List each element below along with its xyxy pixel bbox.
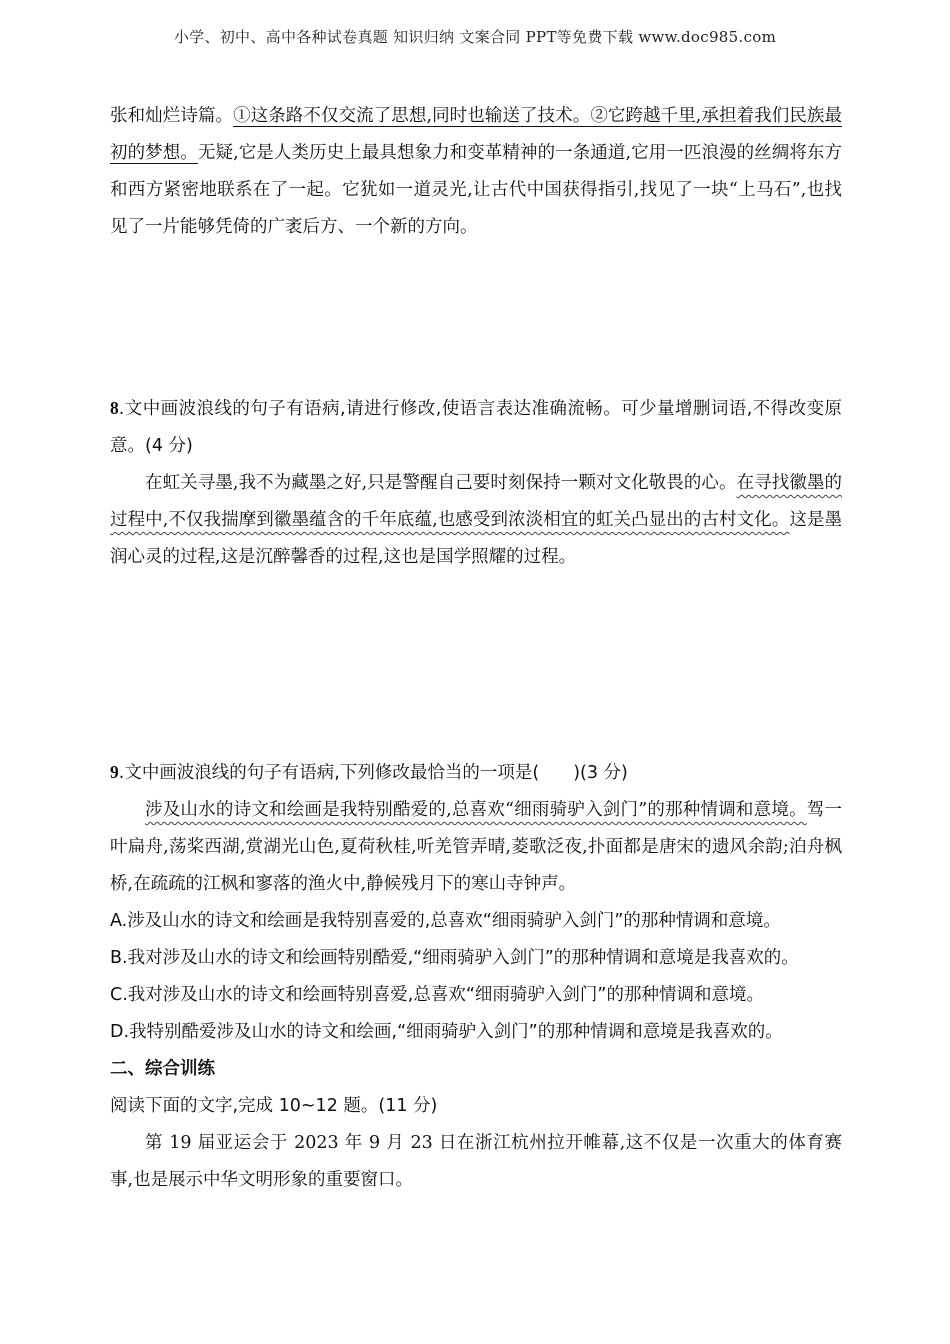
question-prompt-b: )(3 分) bbox=[573, 763, 628, 783]
section-instruction: 阅读下面的文字,完成 10~12 题。(11 分) bbox=[110, 1096, 438, 1116]
section-passage: 第 19 届亚运会于 2023 年 9 月 23 日在浙江杭州拉开帷幕,这不仅是一次重大的体育赛事,也是展示中华文明形象的重要窗口。 bbox=[110, 1133, 842, 1190]
q8-wavy-sentence: 在寻找徽墨的过程中,不仅我揣摩到徽墨蕴含的千年底蕴,也感受到浓淡相宜的虹关凸显出的古村文化。 bbox=[110, 473, 842, 530]
underlined-sentence-2a: ②它跨越千里,承担着我 bbox=[590, 106, 772, 126]
passage-lead: 张和灿烂诗篇。 bbox=[110, 106, 234, 126]
question-number: 8 bbox=[110, 398, 119, 418]
underlined-sentence-2b: 们民族最初的梦想。 bbox=[110, 106, 843, 163]
question-8 bbox=[110, 390, 842, 576]
option-c[interactable]: C.我对涉及山水的诗文和绘画特别喜爱,总喜欢“细雨骑驴入剑门”的那种情调和意境。 bbox=[110, 985, 764, 1005]
underlined-sentence-1: ①这条路不仅交流了思想,同时也输送了技术。 bbox=[233, 106, 591, 126]
question-9 bbox=[110, 754, 842, 1199]
question-prompt-a: .文中画波浪线的句子有语病,下列修改最恰当的一项是( bbox=[118, 763, 540, 783]
option-b[interactable]: B.我对涉及山水的诗文和绘画特别酷爱,“细雨骑驴入剑门”的那种情调和意境是我喜欢的。 bbox=[110, 948, 799, 968]
passage-silk-road bbox=[110, 98, 842, 246]
question-number: 9 bbox=[110, 762, 119, 782]
section-title: 二、综合训练 bbox=[110, 1059, 215, 1079]
page-header: 小学、初中、高中各种试卷真题 知识归纳 文案合同 PPT等免费下载 www.doc985.com bbox=[173, 28, 777, 46]
q8-text-rest: 这是墨润心灵的过程,这是沉醉馨香的过程,这也是国学照耀的过程。 bbox=[110, 510, 843, 567]
q9-wavy-sentence: 涉及山水的诗文和绘画是我特别酷爱的,总喜欢“细雨骑驴入剑门”的那种情调和意境。 bbox=[145, 800, 807, 820]
q8-text-plain: 在虹关寻墨,我不为藏墨之好,只是警醒自己要时刻保持一颗对文化敬畏的心。 bbox=[145, 473, 737, 493]
q9-text-rest: 驾一叶扁舟,荡桨西湖,赏湖光山色,夏荷秋桂,听羌管弄晴,菱歌泛夜,扑面都是唐宋的遗风余韵;泊舟枫桥,在疏疏的江枫和寥落的渔火中,静候残月下的寒山寺钟声。 bbox=[110, 800, 843, 894]
option-d[interactable]: D.我特别酷爱涉及山水的诗文和绘画,“细雨骑驴入剑门”的那种情调和意境是我喜欢的。 bbox=[110, 1022, 783, 1042]
option-a[interactable]: A.涉及山水的诗文和绘画是我特别喜爱的,总喜欢“细雨骑驴入剑门”的那种情调和意境。 bbox=[110, 911, 781, 931]
question-prompt: .文中画波浪线的句子有语病,请进行修改,使语言表达准确流畅。可少量增删词语,不得改变原意。(4 分) bbox=[110, 399, 842, 456]
passage-rest: 无疑,它是人类历史上最具想象力和变革精神的一条通道,它用一匹浪漫的丝绸将东方和西方紧密地联系在了一起。它犹如一道灵光,让古代中国获得指引,找见了一块“上马石”,也找见了一片能够凭倚的广袤后方、一个新的方向。 bbox=[110, 143, 843, 237]
